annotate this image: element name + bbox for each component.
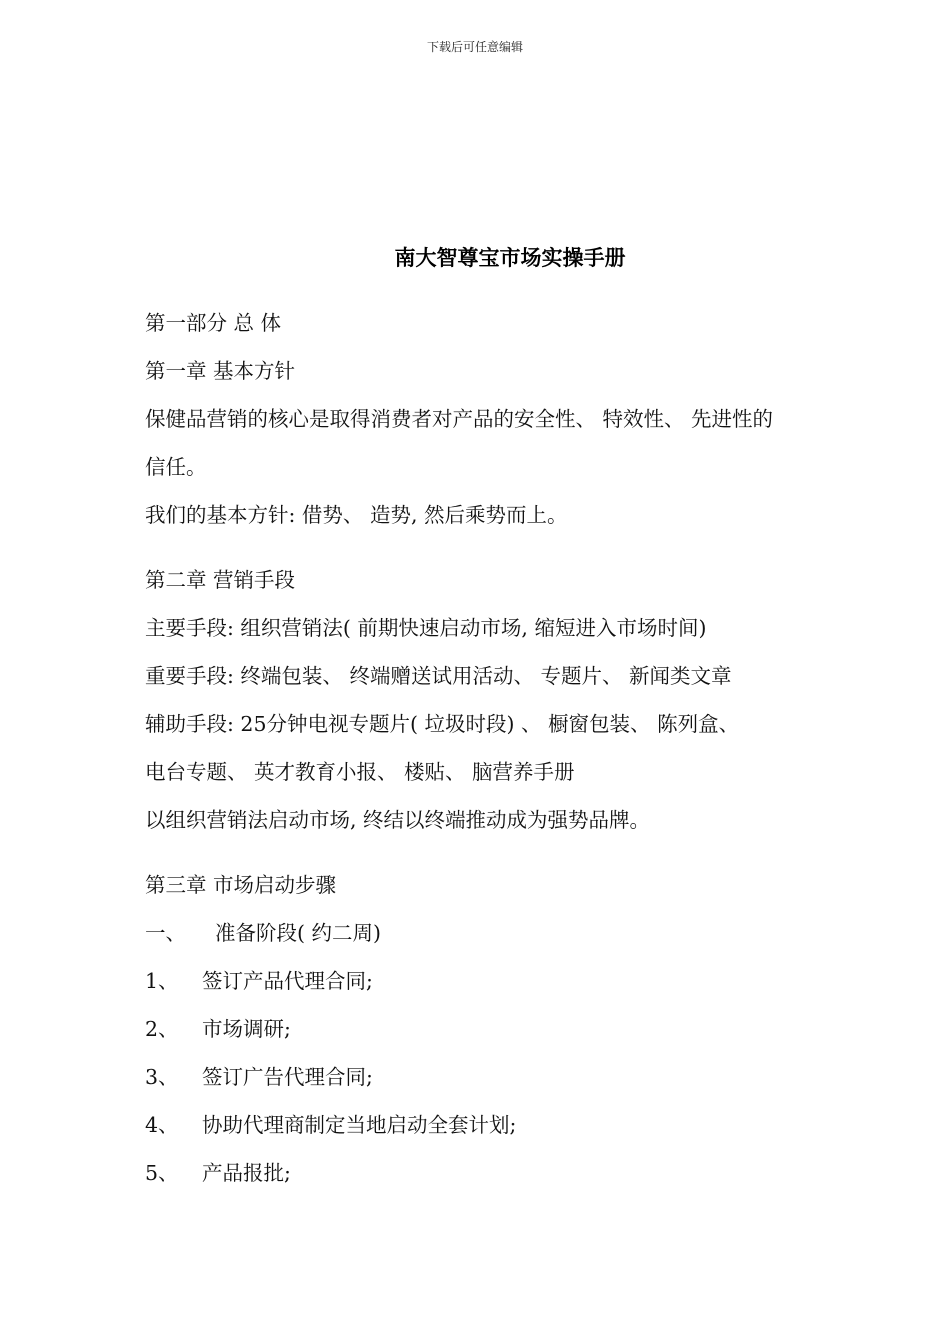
chapter1-paragraph2: 我们的基本方针: 借势、 造势, 然后乘势而上。 [145,503,568,527]
list-item-number: 4、 [145,1113,179,1137]
stage-number: 一、 [145,921,186,945]
stage-text: 准备阶段( 约二周) [215,921,382,945]
chapter2-heading: 第二章 营销手段 [145,568,296,592]
chapter3-stage-item [145,919,381,947]
list-item-text: 市场调研; [202,1017,291,1041]
header-note: 下载后可任意编辑 [426,40,523,54]
part-heading: 第一部分 总 体 [145,311,282,335]
list-item-text: 签订广告代理合同; [202,1065,373,1089]
list-item [145,1063,373,1091]
list-item-number: 1、 [145,969,179,993]
list-item-number: 3、 [145,1065,179,1089]
chapter2-summary: 以组织营销法启动市场, 终结以终端推动成为强势品牌。 [145,808,651,832]
chapter2-aux-means-line2: 电台专题、 英才教育小报、 楼贴、 脑营养手册 [145,760,575,784]
list-item-number: 2、 [145,1017,179,1041]
list-item-text: 签订产品代理合同; [202,969,373,993]
list-item [145,1111,516,1139]
list-item-number: 5、 [145,1161,179,1185]
list-item-text: 产品报批; [202,1161,291,1185]
chapter2-aux-means-line1: 辅助手段: 25分钟电视专题片( 垃圾时段) 、 橱窗包装、 陈列盒、 [145,712,740,736]
document-title: 南大智尊宝市场实操手册 [394,246,626,270]
chapter2-important-means: 重要手段: 终端包装、 终端赠送试用活动、 专题片、 新闻类文章 [145,664,732,688]
list-item [145,967,373,995]
chapter1-paragraph1-line1: 保健品营销的核心是取得消费者对产品的安全性、 特效性、 先进性的 [145,407,774,431]
chapter3-heading: 第三章 市场启动步骤 [145,873,337,897]
list-item [145,1159,291,1187]
chapter1-paragraph1-line2: 信任。 [145,455,207,479]
chapter1-heading: 第一章 基本方针 [145,359,296,383]
list-item-text: 协助代理商制定当地启动全套计划; [202,1113,517,1137]
list-item [145,1015,291,1043]
chapter2-main-means: 主要手段: 组织营销法( 前期快速启动市场, 缩短进入市场时间) [145,616,707,640]
